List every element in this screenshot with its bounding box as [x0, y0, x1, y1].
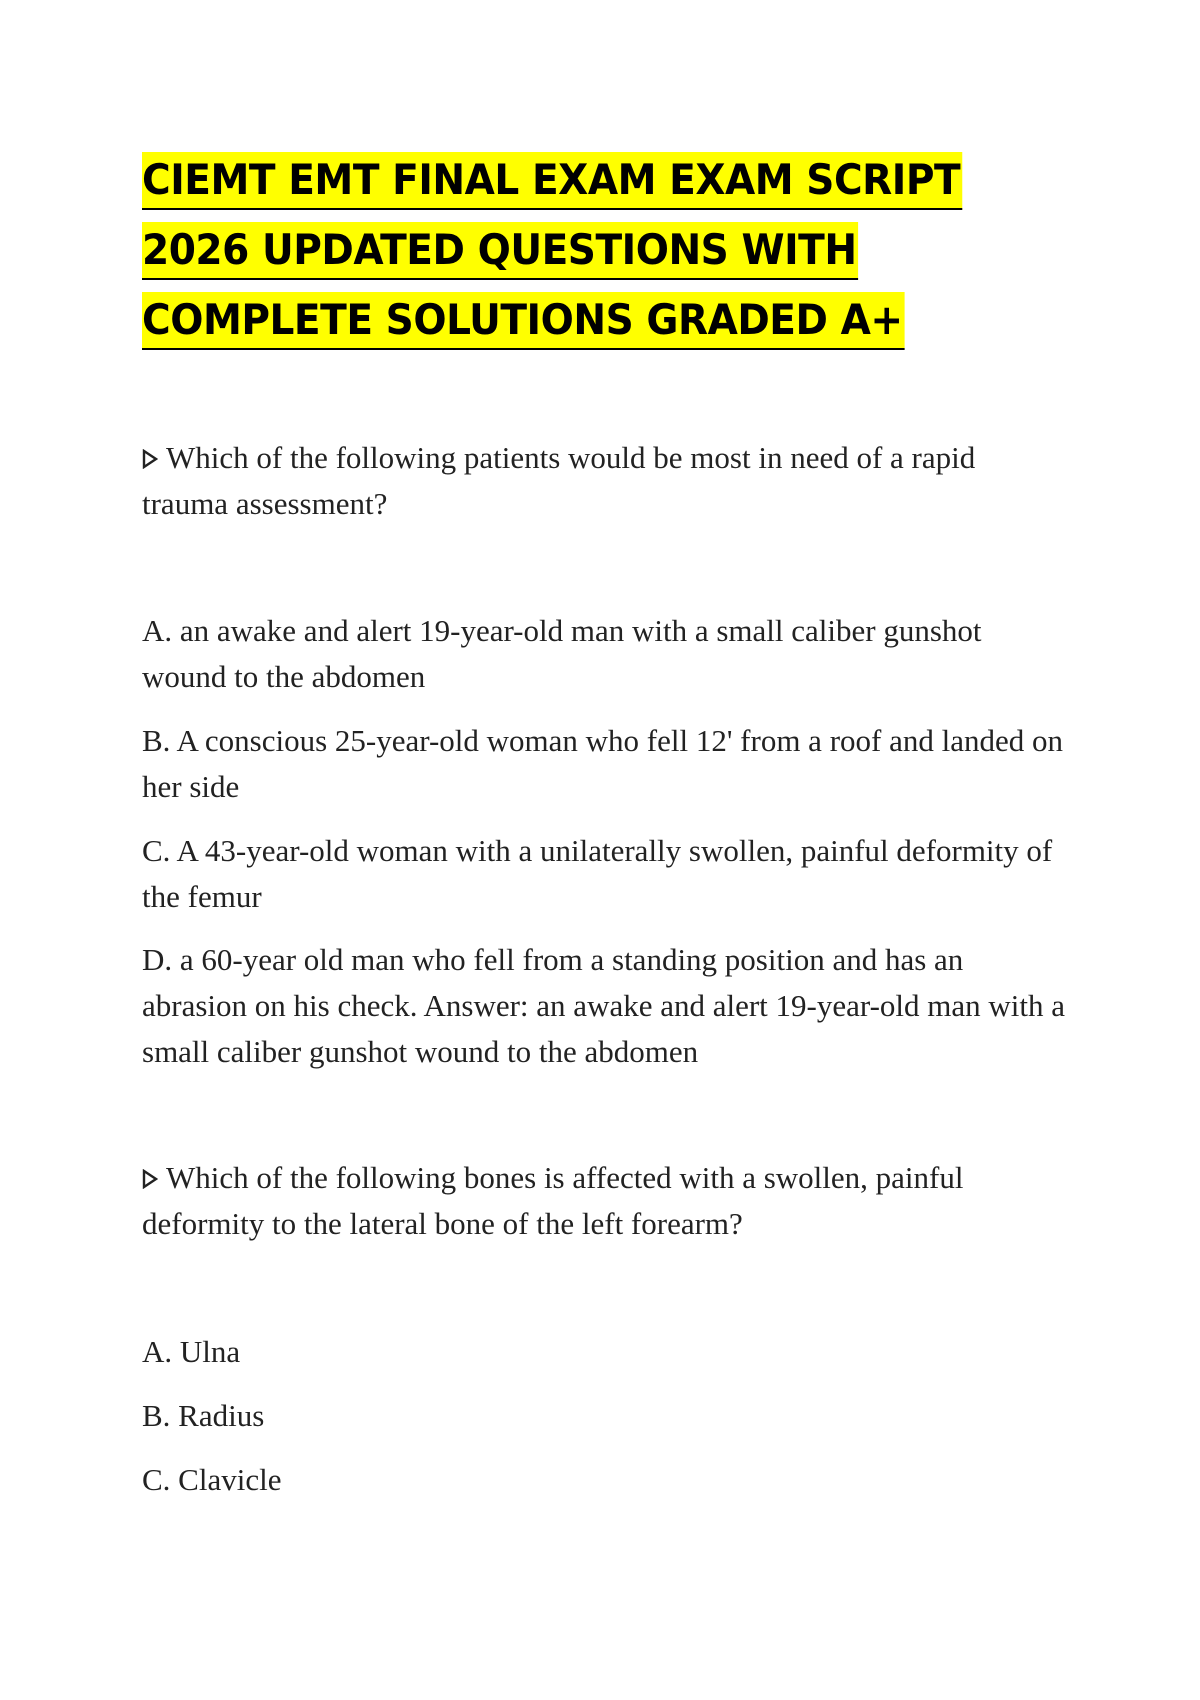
question-2-text: Which of the following bones is affected with a swollen, painful deformity to the lateral bone of the left forearm?: [142, 1160, 964, 1241]
question-1-text: Which of the following patients would be most in need of a rapid trauma assessment?: [142, 440, 976, 521]
question-2-option-a: A. Ulna: [142, 1334, 241, 1369]
title-line-3: COMPLETE SOLUTIONS GRADED A+: [142, 292, 905, 350]
triangle-bullet-icon: [142, 1169, 158, 1189]
question-1-option-c: C. A 43-year-old woman with a unilaterally swollen, painful deformity of the femur: [142, 833, 1053, 914]
title-line-1: CIEMT EMT FINAL EXAM EXAM SCRIPT: [142, 152, 962, 210]
question-2-option-b: B. Radius: [142, 1398, 265, 1433]
question-1: [142, 435, 1042, 527]
question-2-option-c: C. Clavicle: [142, 1462, 282, 1497]
document-title: [142, 152, 1102, 362]
triangle-bullet-icon: [142, 449, 158, 469]
question-1-option-a: A. an awake and alert 19-year-old man with a small caliber gunshot wound to the abdomen: [142, 613, 982, 694]
question-2: [142, 1155, 1042, 1247]
title-line-2: 2026 UPDATED QUESTIONS WITH: [142, 222, 858, 280]
question-1-option-b: B. A conscious 25-year-old woman who fell 12' from a roof and landed on her side: [142, 723, 1063, 804]
question-1-option-d: D. a 60-year old man who fell from a standing position and has an abrasion on his check. Answer: an awake and alert 19-year-old man with a small caliber gunshot wound to the abdomen: [142, 942, 1066, 1069]
